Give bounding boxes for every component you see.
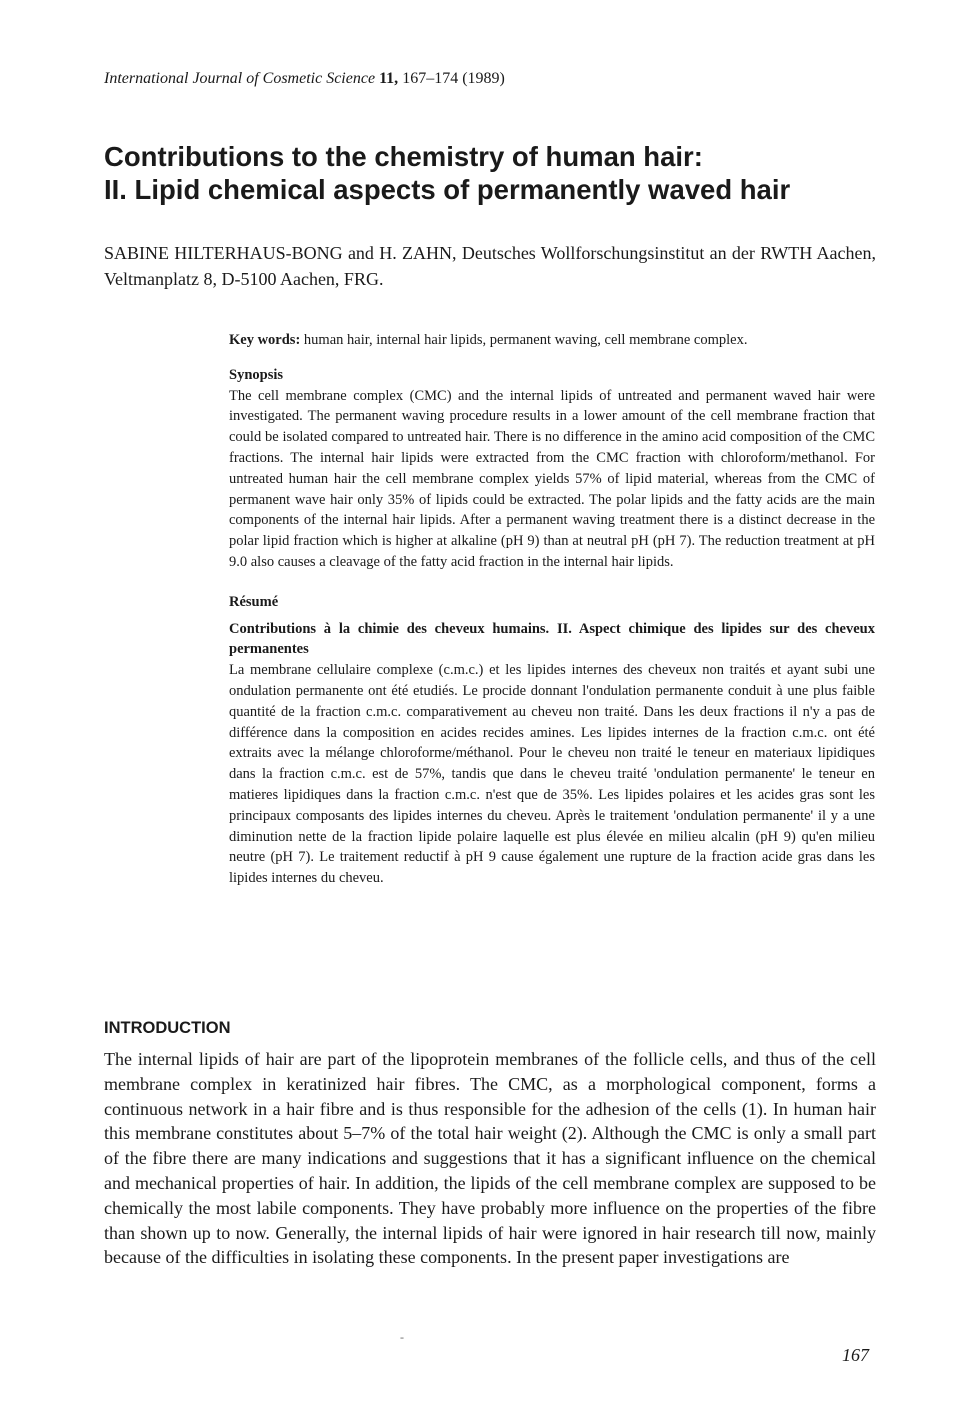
keywords-text: human hair, internal hair lipids, permanent waving, cell membrane complex.	[303, 332, 748, 348]
introduction-heading: INTRODUCTION	[104, 1019, 231, 1037]
abstract-block	[229, 330, 875, 889]
page-number: 167	[842, 1345, 869, 1365]
journal-name: International Journal of Cosmetic Science	[104, 70, 376, 87]
resume-heading: Résumé	[229, 593, 279, 610]
journal-pages: 167–174 (1989)	[402, 70, 505, 87]
introduction-text: The internal lipids of hair are part of the lipoprotein membranes of the follicle cells, and thus of the cell membrane complex in keratinized hair fibres. The CMC, as a morphological component, forms a continuous network in a hair fibre and is thus responsible for the adhesion of the cells (1). In human hair this membrane constitutes about 5–7% of the total hair weight (2). Although the CMC is only a small part of the fibre there are many indications and suggestions that it has a significant influence on the chemical and mechanical properties of hair. In addition, the lipids of the cell membrane complex are supposed to be chemically the most labile components. They have probably more influence on the properties of the fibre than shown up to now. Generally, the internal lipids of hair were ignored in hair research till now, mainly because of the difficulties in isolating these components. In the present paper investigations are	[104, 1049, 876, 1268]
footer-mark: -	[400, 1330, 404, 1344]
paper-title-line-2: II. Lipid chemical aspects of permanently waved hair	[104, 174, 791, 205]
authors-affiliation: SABINE HILTERHAUS-BONG and H. ZAHN, Deutsches Wollforschungsinstitut an der RWTH Aachen, Veltmanplatz 8, D-5100 Aachen, FRG.	[104, 243, 876, 289]
synopsis-heading: Synopsis	[229, 366, 284, 383]
journal-citation	[104, 70, 505, 88]
keywords	[229, 330, 875, 351]
resume-text: La membrane cellulaire complexe (c.m.c.) et les lipides internes des cheveux non traités et ayant subi une ondulation permanente ont été etudiés. Le procide donnant l'ondulation permanente conduit à une plus faible quantité de la fraction c.m.c. comparativement au cheveu non traité. Dans les deux fractions il n'y a pas de différence dans la composition en acides recides amines. Les lipides internes de la fraction c.m.c. ont été extraits avec la mélange chloroforme/méthanol. Pour le cheveu non traité le teneur en materiaux lipidiques dans la fraction c.m.c. est de 57%, tandis que dans le cheveu traité 'ondulation permanente' le teneur en matieres lipidiques dans la fraction c.m.c. n'est que de 35%. Les lipides polaires et les acides gras sont les principaux composants des lipides internes du cheveu. Après le traitement 'ondulation permanente' il y a une diminution nette de la fraction lipide polaire laquelle est plus élevée en milieu alcalin (pH 9) qu'en milieu neutre (pH 7). Le traitement reductif à pH 9 cause également une rupture de la fraction acide gras dans les lipides internes du cheveu.	[229, 662, 875, 887]
synopsis-text: The cell membrane complex (CMC) and the internal lipids of untreated and permanent waved hair were investigated. The permanent waving procedure results in a lower amount of the cell membrane fraction that could be isolated compared to untreated hair. There is no difference in the amino acid composition of the CMC fractions. The internal hair lipids were extracted from the CMC fraction with chloroform/methanol. For untreated human hair the cell membrane complex yields 57% of lipid material, whereas from the CMC of permanent wave hair only 35% of lipids could be extracted. The polar lipids and the fatty acids are the main components of the internal hair lipids. After a permanent waving treatment there is a distinct decrease in the polar lipid fraction which is higher at alkaline (pH 9) than at neutral pH (pH 7). The reduction treatment at pH 9.0 also causes a cleavage of the fatty acid fraction in the internal hair lipids.	[229, 387, 875, 570]
paper-title	[104, 140, 884, 206]
journal-volume: 11,	[379, 70, 399, 87]
keywords-label: Key words:	[229, 332, 301, 348]
paper-title-line-1: Contributions to the chemistry of human hair:	[104, 141, 703, 172]
resume-title: Contributions à la chimie des cheveux humains. II. Aspect chimique des lipides sur des cheveux permanentes	[229, 620, 875, 658]
